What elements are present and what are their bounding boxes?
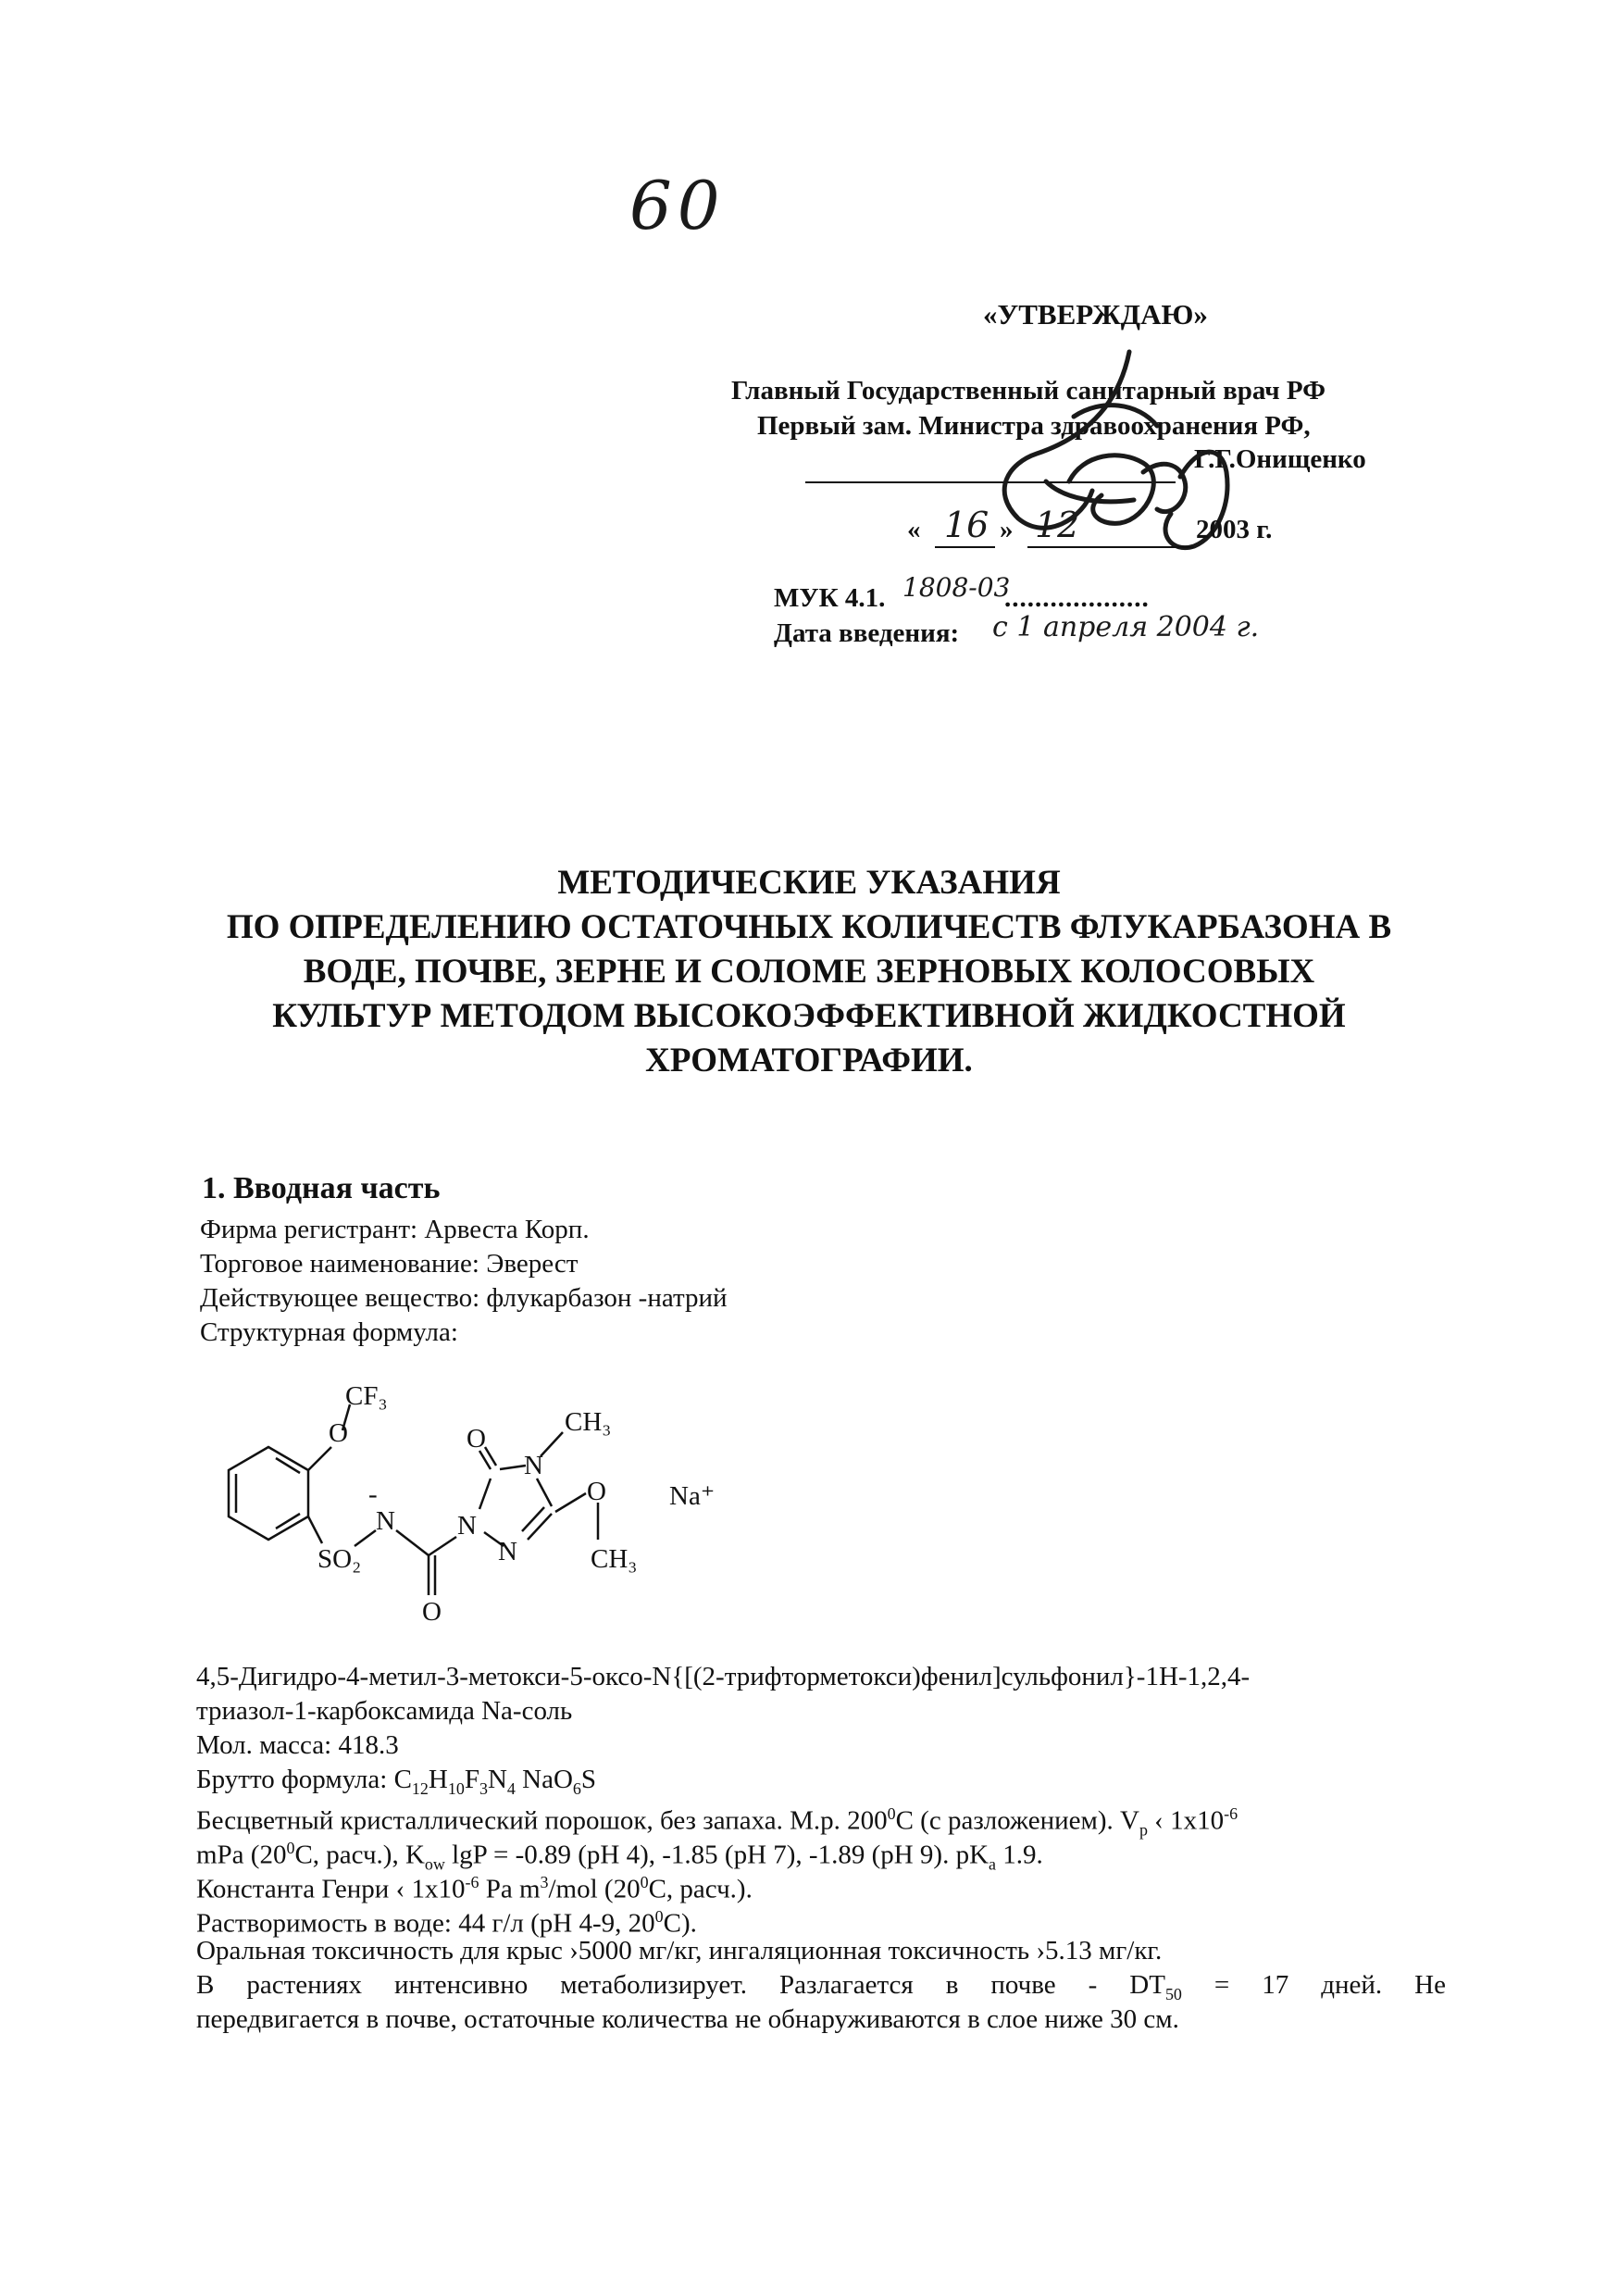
trade-name: Торговое наименование: Эверест bbox=[200, 1249, 579, 1279]
triazole-n1: N bbox=[457, 1511, 477, 1541]
solubility-deg: 0 bbox=[654, 1907, 664, 1926]
muk-label: МУК 4.1. bbox=[774, 583, 886, 613]
intro-date-label: Дата введения: bbox=[774, 618, 960, 648]
mpa-d: 1.9. bbox=[996, 1840, 1043, 1870]
date-open-quote: « bbox=[907, 515, 921, 544]
triazole-n2-label: N bbox=[498, 1537, 517, 1566]
methoxy-oxygen: O bbox=[587, 1477, 606, 1506]
date-day-underline bbox=[935, 546, 995, 548]
approval-line-1: Главный Государственный санитарный врач РФ bbox=[731, 376, 1326, 406]
gf-f: F bbox=[464, 1765, 479, 1794]
date-close-quote: » bbox=[1000, 515, 1014, 544]
intro-date-value: с 1 апреля 2004 г. bbox=[992, 611, 1260, 643]
henry-m3: 3 bbox=[540, 1873, 549, 1891]
title-line-1: МЕТОДИЧЕСКИЕ УКАЗАНИЯ bbox=[557, 864, 1061, 902]
molecular-mass: Мол. масса: 418.3 bbox=[196, 1730, 399, 1760]
triazole-n4: N bbox=[524, 1451, 543, 1480]
metab-sub: 50 bbox=[1164, 1984, 1182, 2003]
appearance-a: Бесцветный кристаллический порошок, без запаха. М.р. 200 bbox=[196, 1805, 888, 1836]
gf-o-n: 6 bbox=[572, 1778, 581, 1798]
metab-b: = 17 дней. Не bbox=[1181, 1970, 1446, 2000]
mpa-ow: ow bbox=[424, 1854, 445, 1874]
carbonyl-oxygen-bottom: O bbox=[422, 1597, 442, 1627]
appearance-p: p bbox=[1139, 1820, 1148, 1840]
so2-label: SO₂ bbox=[317, 1544, 362, 1574]
title-line-2: ПО ОПРЕДЕЛЕНИЮ ОСТАТОЧНЫХ КОЛИЧЕСТВ ФЛУКАРБАЗОНА В bbox=[226, 908, 1392, 946]
gf-f-n: 3 bbox=[479, 1778, 488, 1798]
mpa-b: C, расч.), K bbox=[294, 1840, 425, 1870]
date-month-underline bbox=[1027, 546, 1194, 548]
muk-number: 1808-03 bbox=[902, 572, 1011, 603]
gf-n: N bbox=[487, 1765, 507, 1794]
structural-formula bbox=[202, 1384, 757, 1634]
date-year: 2003 г. bbox=[1196, 515, 1273, 544]
formula-label: Структурная формула: bbox=[200, 1317, 458, 1347]
approval-title: «УТВЕРЖДАЮ» bbox=[983, 298, 1208, 331]
muk-dots: ................... bbox=[1004, 583, 1150, 613]
sulfonamide-n: N bbox=[376, 1506, 395, 1536]
solubility-b: С). bbox=[663, 1908, 697, 1939]
henry-c: /mol (20 bbox=[548, 1874, 641, 1904]
page-number: 60 bbox=[629, 167, 726, 244]
minus-charge: - bbox=[368, 1479, 378, 1509]
date-month: 12 bbox=[1035, 505, 1080, 545]
appearance-exp: -6 bbox=[1224, 1804, 1238, 1823]
appearance-deg: 0 bbox=[887, 1804, 896, 1823]
date-day: 16 bbox=[944, 505, 989, 545]
methyl-bottom: CH₃ bbox=[591, 1544, 638, 1574]
signer-name: Г.Г.Онищенко bbox=[1194, 444, 1366, 474]
solubility-a: Растворимость в воде: 44 г/л (pH 4-9, 20 bbox=[196, 1908, 655, 1939]
gf-n-n: 4 bbox=[506, 1778, 516, 1798]
gf-h-n: 10 bbox=[447, 1778, 465, 1798]
metab-a: В растениях интенсивно метаболизирует. Разлагается в почве - DT bbox=[196, 1970, 1165, 2000]
appearance-b: С (с разложением). V bbox=[895, 1805, 1139, 1836]
title-line-3: ВОДЕ, ПОЧВЕ, ЗЕРНЕ И СОЛОМЕ ЗЕРНОВЫХ КОЛОСОВЫХ bbox=[303, 953, 1315, 991]
gf-c: C bbox=[393, 1765, 412, 1794]
chemical-name-line-1: 4,5-Дигидро-4-метил-3-метокси-5-оксо-N{[(2-трифторметокси)фенил]сульфонил}-1Н-1,2,4- bbox=[196, 1662, 1251, 1691]
chemical-name-line-2: триазол-1-карбоксамида Na-соль bbox=[196, 1696, 573, 1726]
section-heading: 1. Вводная часть bbox=[202, 1171, 441, 1205]
mpa-a-sub: a bbox=[989, 1854, 997, 1874]
ether-oxygen: O bbox=[329, 1418, 348, 1448]
henry-exp: -6 bbox=[465, 1873, 479, 1891]
henry-a: Константа Генри ‹ 1x10 bbox=[196, 1874, 466, 1904]
gf-nao: NaO bbox=[515, 1765, 573, 1794]
metabolism-line-2: передвигается в почве, остаточные количества не обнаруживаются в слое ниже 30 см. bbox=[196, 2004, 1179, 2034]
henry-deg: 0 bbox=[640, 1873, 649, 1891]
gf-c-n: 12 bbox=[411, 1778, 429, 1798]
approval-line-2: Первый зам. Министра здравоохранения РФ, bbox=[757, 411, 1311, 441]
intro-lines bbox=[200, 1213, 728, 1350]
gf-s: S bbox=[580, 1765, 597, 1794]
cf3-label: CF₃ bbox=[345, 1384, 388, 1411]
mpa-a: mPa (20 bbox=[196, 1840, 287, 1870]
title-line-5: ХРОМАТОГРАФИИ. bbox=[645, 1042, 973, 1079]
active-substance: Действующее вещество: флукарбазон -натрий bbox=[200, 1283, 728, 1313]
methyl-top: CH₃ bbox=[565, 1407, 612, 1437]
henry-b: Pa m bbox=[479, 1874, 541, 1904]
sodium-label: Na⁺ bbox=[669, 1481, 716, 1511]
mpa-c: lgP = -0.89 (pH 4), -1.85 (pH 7), -1.89 (pH 9). pK bbox=[444, 1840, 989, 1870]
toxicity: Оральная токсичность для крыс ›5000 мг/кг, ингаляционная токсичность ›5.13 мг/кг. bbox=[196, 1936, 1163, 1965]
title-line-4: КУЛЬТУР МЕТОДОМ ВЫСОКОЭФФЕКТИВНОЙ ЖИДКОСТНОЙ bbox=[272, 997, 1346, 1035]
document-title bbox=[139, 861, 1479, 1083]
carbonyl-oxygen-top: O bbox=[467, 1424, 486, 1454]
henry-d: C, расч.). bbox=[648, 1874, 753, 1904]
gross-formula-label: Брутто формула: bbox=[196, 1765, 394, 1794]
registrant: Фирма регистрант: Арвеста Корп. bbox=[200, 1215, 590, 1244]
appearance-c: ‹ 1x10 bbox=[1147, 1805, 1225, 1836]
mpa-deg: 0 bbox=[286, 1839, 295, 1857]
gf-h: H bbox=[428, 1765, 448, 1794]
